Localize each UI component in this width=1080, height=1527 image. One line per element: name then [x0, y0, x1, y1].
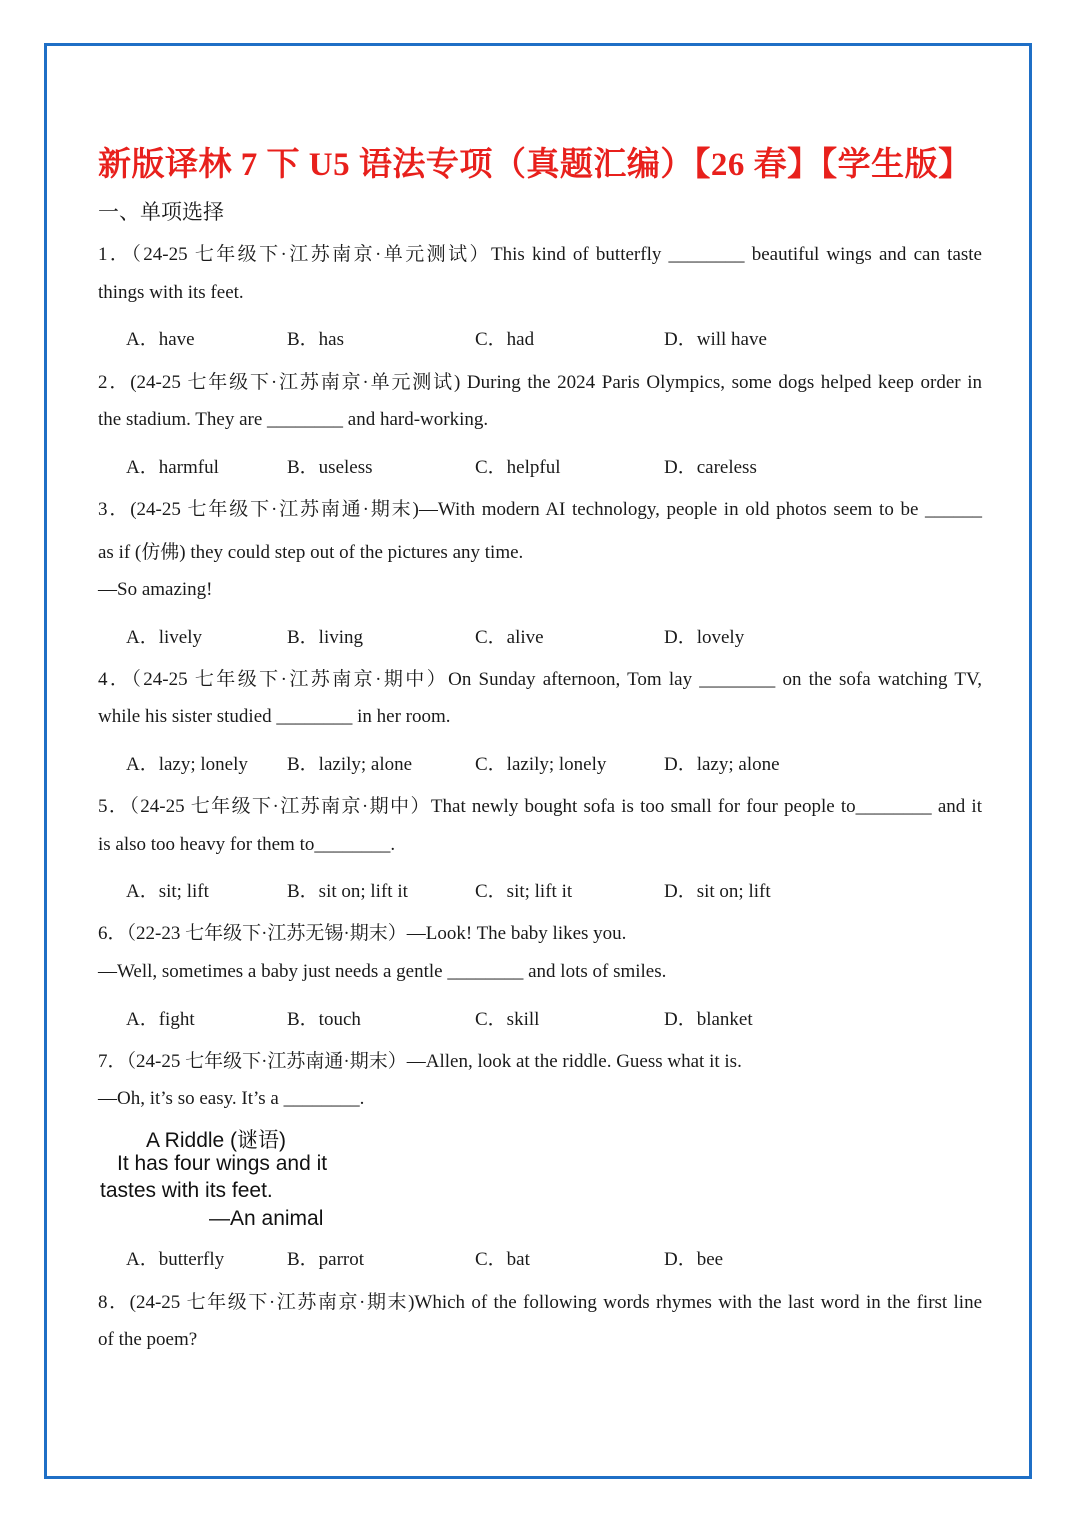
- question-6-option-a: A．fight: [126, 1009, 195, 1030]
- question-6-option-d: D．blanket: [664, 1009, 753, 1030]
- question-8-line-2: of the poem?: [98, 1329, 198, 1350]
- question-5-option-b: B．sit on; lift it: [287, 881, 408, 902]
- question-4-option-b: B．lazily; alone: [287, 754, 413, 775]
- riddle-answer-hint: —An animal: [209, 1207, 324, 1230]
- question-3-option-b: B．living: [287, 627, 364, 648]
- question-6-option-c: C．skill: [475, 1009, 540, 1030]
- question-5-line-1: 5．（24-25 七年级下·江苏南京·期中）That newly bought sofa is too small for four people to________ and it: [98, 796, 982, 817]
- question-6-options: [126, 1004, 926, 1028]
- question-3-line-3: —So amazing!: [98, 579, 213, 600]
- question-4-option-c: C．lazily; lonely: [475, 754, 607, 775]
- riddle-title: A Riddle (谜语): [146, 1129, 287, 1152]
- question-5-option-d: D．sit on; lift: [664, 881, 771, 902]
- question-6-line-1: 6．（22-23 七年级下·江苏无锡·期末）—Look! The baby likes you.: [98, 923, 627, 944]
- question-2-line-2: the stadium. They are ________ and hard-working.: [98, 409, 489, 430]
- question-2-line-1: 2．(24-25 七年级下·江苏南京·单元测试) During the 2024 Paris Olympics, some dogs helped keep order in: [98, 372, 982, 393]
- question-1-line-1: 1．（24-25 七年级下·江苏南京·单元测试）This kind of butterfly ________ beautiful wings and can taste: [98, 244, 982, 265]
- question-5-options: [126, 876, 926, 900]
- question-3-option-d: D．lovely: [664, 627, 745, 648]
- question-4-option-d: D．lazy; alone: [664, 754, 780, 775]
- question-1-option-c: C．had: [475, 329, 535, 350]
- question-6-line-2: —Well, sometimes a baby just needs a gentle ________ and lots of smiles.: [98, 961, 667, 982]
- question-1-option-a: A．have: [126, 329, 195, 350]
- question-6-option-b: B．touch: [287, 1009, 361, 1030]
- question-2-option-d: D．careless: [664, 457, 757, 478]
- question-3-option-c: C．alive: [475, 627, 544, 648]
- question-7-option-b: B．parrot: [287, 1249, 365, 1270]
- section-heading: 一、单项选择: [98, 200, 224, 224]
- question-3-line-2: as if (仿佛) they could step out of the pictures any time.: [98, 542, 524, 563]
- question-2-option-b: B．useless: [287, 457, 373, 478]
- question-4-line-1: 4．（24-25 七年级下·江苏南京·期中）On Sunday afternoon, Tom lay ________ on the sofa watching TV,: [98, 669, 982, 690]
- question-3-line-1: 3．(24-25 七年级下·江苏南通·期末)—With modern AI technology, people in old photos seem to be ______: [98, 499, 982, 520]
- question-2-option-a: A．harmful: [126, 457, 219, 478]
- question-5-option-c: C．sit; lift it: [475, 881, 573, 902]
- question-7-line-2: —Oh, it’s so easy. It’s a ________.: [98, 1088, 365, 1109]
- question-7-line-1: 7．（24-25 七年级下·江苏南通·期末）—Allen, look at the riddle. Guess what it is.: [98, 1051, 742, 1072]
- question-7-option-d: D．bee: [664, 1249, 724, 1270]
- question-1-line-2: things with its feet.: [98, 282, 244, 303]
- riddle-line-1: It has four wings and it: [117, 1152, 328, 1175]
- question-4-options: [126, 749, 926, 773]
- question-3-options: [126, 622, 926, 646]
- question-7-options: [126, 1244, 926, 1268]
- question-2-option-c: C．helpful: [475, 457, 561, 478]
- question-4-line-2: while his sister studied ________ in her room.: [98, 706, 451, 727]
- question-2-options: [126, 452, 926, 476]
- question-5-line-2: is also too heavy for them to________.: [98, 834, 396, 855]
- question-7-option-a: A．butterfly: [126, 1249, 225, 1270]
- question-4-option-a: A．lazy; lonely: [126, 754, 248, 775]
- riddle-line-2: tastes with its feet.: [100, 1179, 273, 1202]
- question-3-option-a: A．lively: [126, 627, 202, 648]
- question-8-line-1: 8．(24-25 七年级下·江苏南京·期末)Which of the following words rhymes with the last word in the first line: [98, 1292, 982, 1313]
- question-1-option-d: D．will have: [664, 329, 767, 350]
- question-1-options: [126, 324, 926, 348]
- question-1-option-b: B．has: [287, 329, 345, 350]
- question-5-option-a: A．sit; lift: [126, 881, 209, 902]
- document-title: 新版译林 7 下 U5 语法专项（真题汇编）【26 春】【学生版】: [98, 147, 972, 183]
- question-7-option-c: C．bat: [475, 1249, 530, 1270]
